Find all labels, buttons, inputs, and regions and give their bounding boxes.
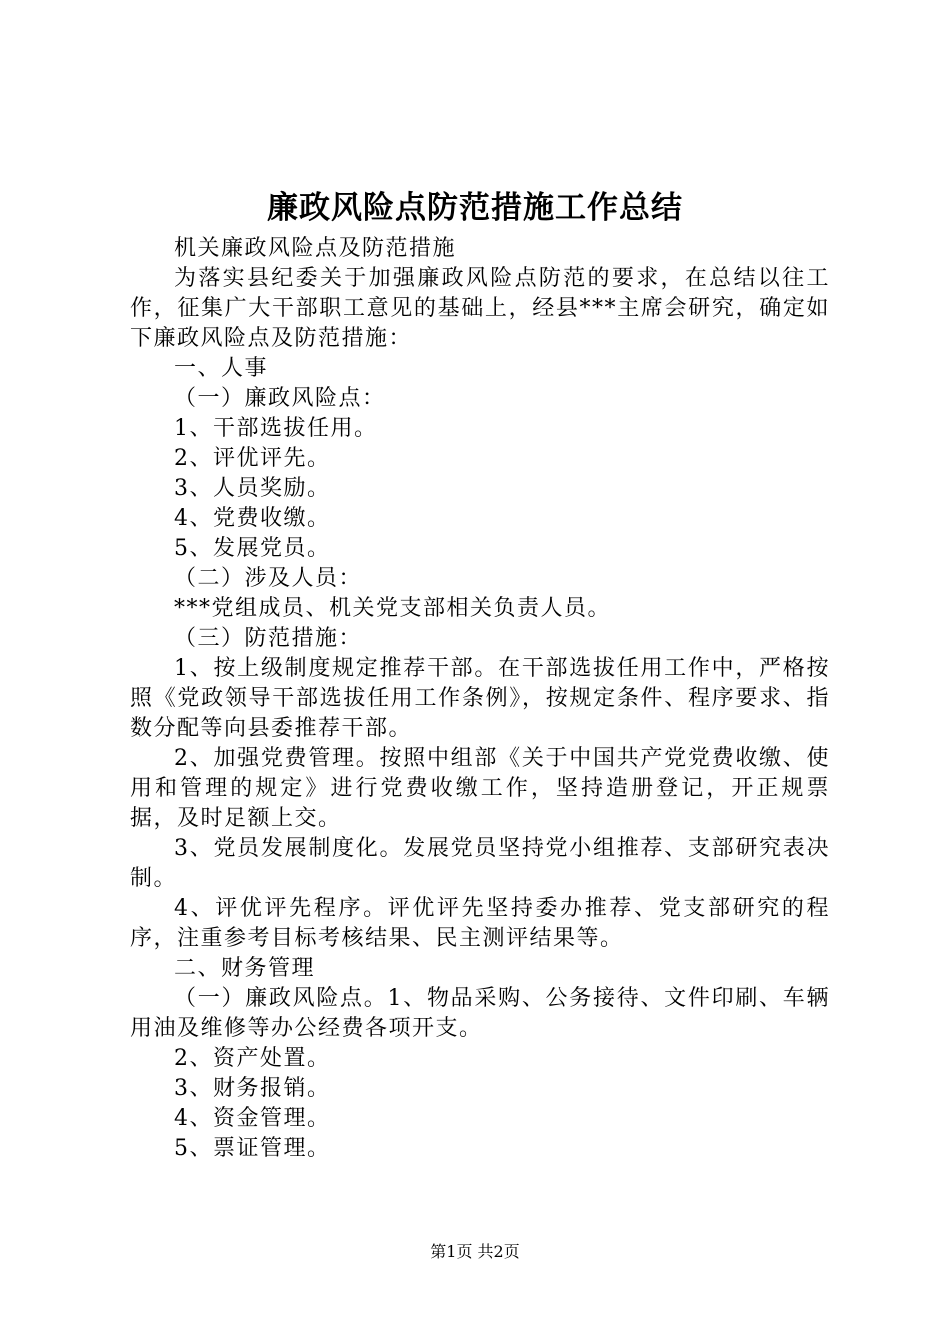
subsection-heading: （三）防范措施： [174,626,363,651]
list-item: 5、票证管理。 [174,1136,331,1161]
list-item: 2、资产处置。 [174,1046,331,1071]
paragraph: 4、评优评先程序。评优评先坚持委办推荐、党支部研究的程序，注重参考目标考核结果、民主测评结果等。 [130,896,830,951]
list-item: 1、干部选拔任用。 [174,416,378,441]
subsection-heading: （二）涉及人员： [174,566,363,591]
list-item: 2、评优评先。 [174,446,331,471]
paragraph: ***党组成员、机关党支部相关负责人员。 [174,596,612,621]
paragraph: 3、党员发展制度化。发展党员坚持党小组推荐、支部研究表决制。 [130,836,830,891]
list-item: 4、资金管理。 [174,1106,331,1131]
document-body [130,234,830,1164]
list-item: 4、党费收缴。 [174,506,331,531]
document-title: 廉政风险点防范措施工作总结 [267,190,683,226]
paragraph: 2、加强党费管理。按照中组部《关于中国共产党党费收缴、使用和管理的规定》进行党费收缴工作，坚持造册登记，开正规票据，及时足额上交。 [130,746,830,831]
section-heading: 一、人事 [174,356,269,381]
paragraph: 为落实县纪委关于加强廉政风险点防范的要求，在总结以往工作，征集广大干部职工意见的基础上，经县***主席会研究，确定如下廉政风险点及防范措施： [130,266,830,351]
subsection-heading: （一）廉政风险点： [174,386,386,411]
paragraph: （一）廉政风险点。1、物品采购、公务接待、文件印刷、车辆用油及维修等办公经费各项开支。 [130,986,830,1041]
section-heading: 二、财务管理 [174,956,316,981]
list-item: 5、发展党员。 [174,536,331,561]
list-item: 3、人员奖励。 [174,476,331,501]
page-footer: 第1页 共2页 [430,1242,520,1261]
list-item: 3、财务报销。 [174,1076,331,1101]
paragraph: 机关廉政风险点及防范措施 [174,236,457,261]
paragraph: 1、按上级制度规定推荐干部。在干部选拔任用工作中，严格按照《党政领导干部选拔任用工作条例》，按规定条件、程序要求、指数分配等向县委推荐干部。 [130,656,830,741]
